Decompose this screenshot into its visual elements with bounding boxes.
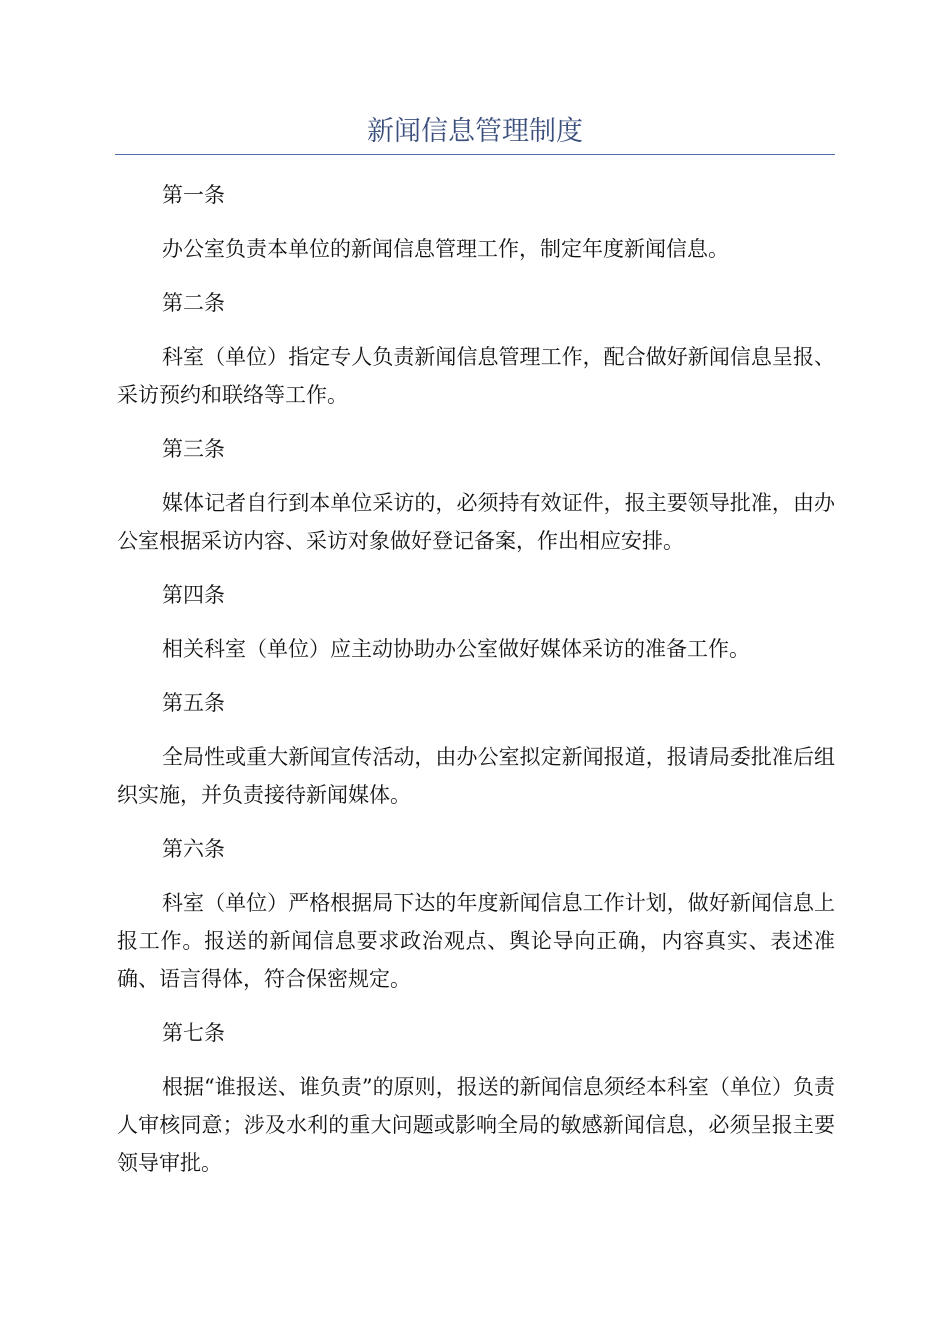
article-4-body: 相关科室（单位）应主动协助办公室做好媒体采访的准备工作。 [162,637,750,661]
article-3-body: 媒体记者自行到本单位采访的，必须持有效证件，报主要领导批准，由办公室根据采访内容、采访对象做好登记备案，作出相应安排。 [117,491,835,553]
article-2-body: 科室（单位）指定专人负责新闻信息管理工作，配合做好新闻信息呈报、采访预约和联络等工作。 [117,345,835,407]
article-1-body: 办公室负责本单位的新闻信息管理工作，制定年度新闻信息。 [162,237,729,261]
article-5-body: 全局性或重大新闻宣传活动，由办公室拟定新闻报道，报请局委批准后组织实施，并负责接待新闻媒体。 [117,745,835,807]
document-title: 新闻信息管理制度 [367,116,583,147]
document-content [117,176,835,1198]
title-underline [115,154,835,155]
article-4-label: 第四条 [162,583,225,607]
article-6-body: 科室（单位）严格根据局下达的年度新闻信息工作计划，做好新闻信息上报工作。报送的新闻信息要求政治观点、舆论导向正确，内容真实、表述准确、语言得体，符合保密规定。 [117,891,835,991]
article-1-label: 第一条 [162,183,225,207]
article-7-label: 第七条 [162,1021,225,1045]
article-6-label: 第六条 [162,837,225,861]
article-2-label: 第二条 [162,291,225,315]
article-7-body: 根据“谁报送、谁负责”的原则，报送的新闻信息须经本科室（单位）负责人审核同意；涉及水利的重大问题或影响全局的敏感新闻信息，必须呈报主要领导审批。 [117,1075,835,1175]
article-5-label: 第五条 [162,691,225,715]
article-3-label: 第三条 [162,437,225,461]
